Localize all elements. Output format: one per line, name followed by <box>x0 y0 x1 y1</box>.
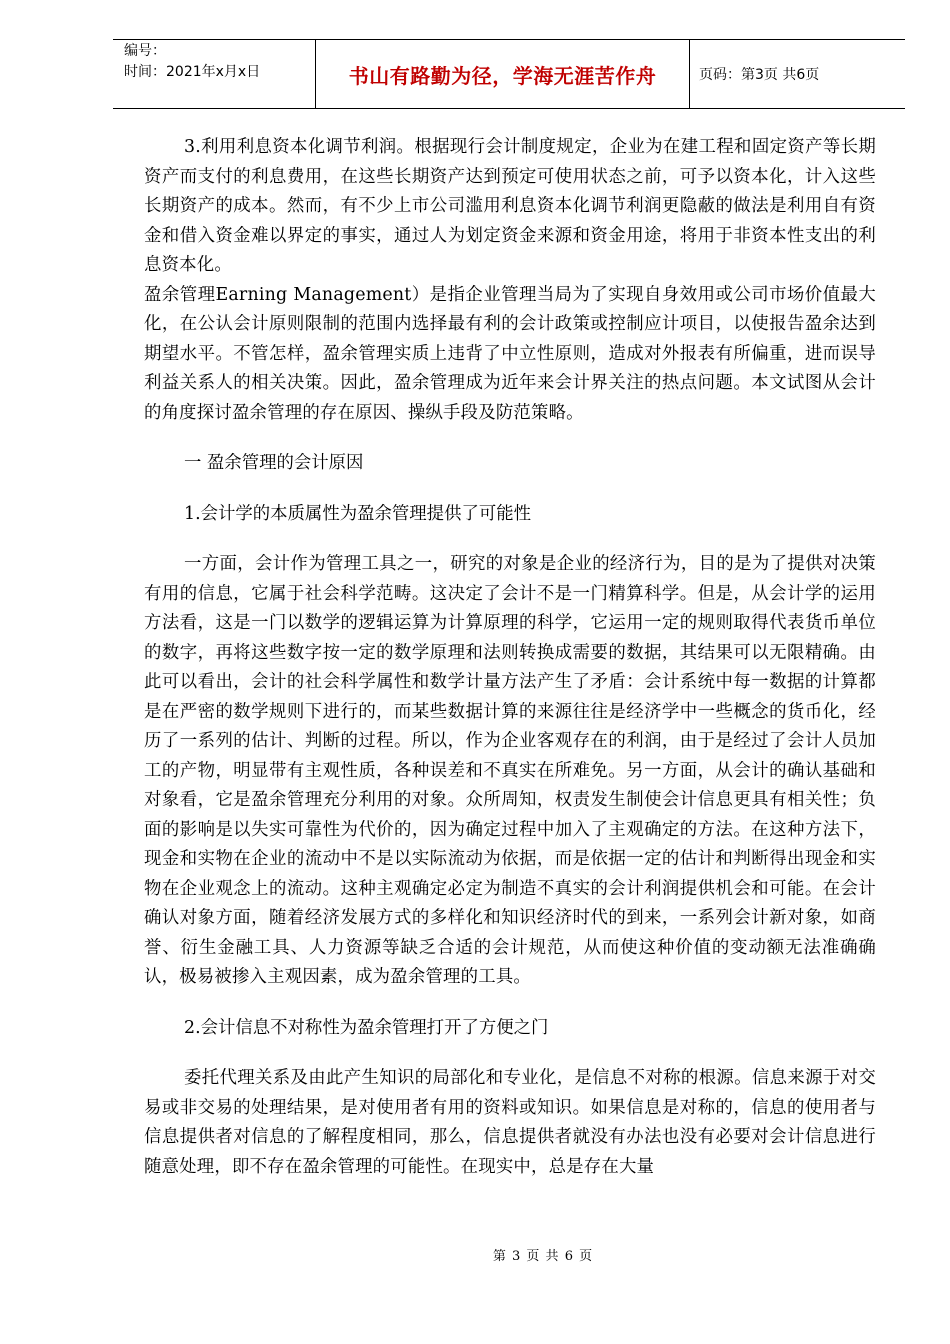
subsection-heading: 2.会计信息不对称性为盈余管理打开了方便之门 <box>184 1017 549 1038</box>
header-motto: 书山有路勤为径，学海无涯苦作舟 <box>316 40 690 108</box>
header-page-info: 页码：第3页 共6页 <box>699 67 820 83</box>
paragraph: 盈余管理Earning Management）是指企业管理当局为了实现自身效用或公司市场价值最大化，在公认会计原则限制的范围内选择最有利的会计政策或控制应计项目，以使报告盈余达到期望水平。不管怎样，盈余管理实质上违背了中立性原则，造成对外报表有所偏重，进而误导利益关系人的相关决策。因此，盈余管理成为近年来会计界关注的热点问题。本文试图从会计的角度探讨盈余管理的存在原因、操纵手段及防范策略。 <box>144 284 876 423</box>
footer-page-number: 第 3 页 共 6 页 <box>492 1249 594 1264</box>
document-date: 时间：2021年x月x日 <box>124 64 261 80</box>
page-header <box>113 39 905 109</box>
paragraph: 3.利用利息资本化调节利润。根据现行会计制度规定，企业为在建工程和固定资产等长期资产而支付的利息费用，在这些长期资产达到预定可使用状态之前，可予以资本化，计入这些长期资产的成本。然而，有不少上市公司滥用利息资本化调节利润更隐蔽的做法是利用自有资金和借入资金难以界定的事实，通过人为划定资金来源和资金用途，将用于非资本性支出的利息资本化。 <box>144 137 876 275</box>
section-heading: 一 盈余管理的会计原因 <box>184 453 364 473</box>
document-number: 编号： <box>124 43 166 59</box>
header-meta <box>113 40 316 108</box>
page-footer <box>0 1245 950 1264</box>
paragraph: 一方面，会计作为管理工具之一，研究的对象是企业的经济行为，目的是为了提供对决策有用的信息，它属于社会科学范畴。这决定了会计不是一门精算科学。但是，从会计学的运用方法看，这是一门以数学的逻辑运算为计算原理的科学，它运用一定的规则取得代表货币单位的数字，再将这些数字按一定的数学原理和法则转换成需要的数据，其结果可以无限精确。由此可以看出，会计的社会科学属性和数学计量方法产生了矛盾：会计系统中每一数据的计算都是在严密的数学规则下进行的，而某些数据计算的来源往往是经济学中一些概念的货币化，经历了一系列的估计、判断的过程。所以，作为企业客观存在的利润，由于是经过了会计人员加工的产物，明显带有主观性质，各种误差和不真实在所难免。另一方面，从会计的确认基础和对象看，它是盈余管理充分利用的对象。众所周知，权责发生制使会计信息更具有相关性；负面的影响是以失实可靠性为代价的，因为确定过程中加入了主观确定的方法。在这种方法下，现金和实物在企业的流动中不是以实际流动为依据，而是依据一定的估计和判断得出现金和实物在企业观念上的流动。这种主观确定必定为制造不真实的会计利润提供机会和可能。在会计确认对象方面，随着经济发展方式的多样化和知识经济时代的到来，一系列会计新对象，如商誉、衍生金融工具、人力资源等缺乏合适的会计规范，从而使这种价值的变动额无法准确确认，极易被掺入主观因素，成为盈余管理的工具。 <box>144 554 876 987</box>
paragraph: 委托代理关系及由此产生知识的局部化和专业化，是信息不对称的根源。信息来源于对交易或非交易的处理结果，是对使用者有用的资料或知识。如果信息是对称的，信息的使用者与信息提供者对信息的了解程度相同，那么，信息提供者就没有办法也没有必要对会计信息进行随意处理，即不存在盈余管理的可能性。在现实中，总是存在大量 <box>144 1068 876 1177</box>
subsection-heading: 1.会计学的本质属性为盈余管理提供了可能性 <box>184 503 532 524</box>
document-body <box>144 133 876 1182</box>
